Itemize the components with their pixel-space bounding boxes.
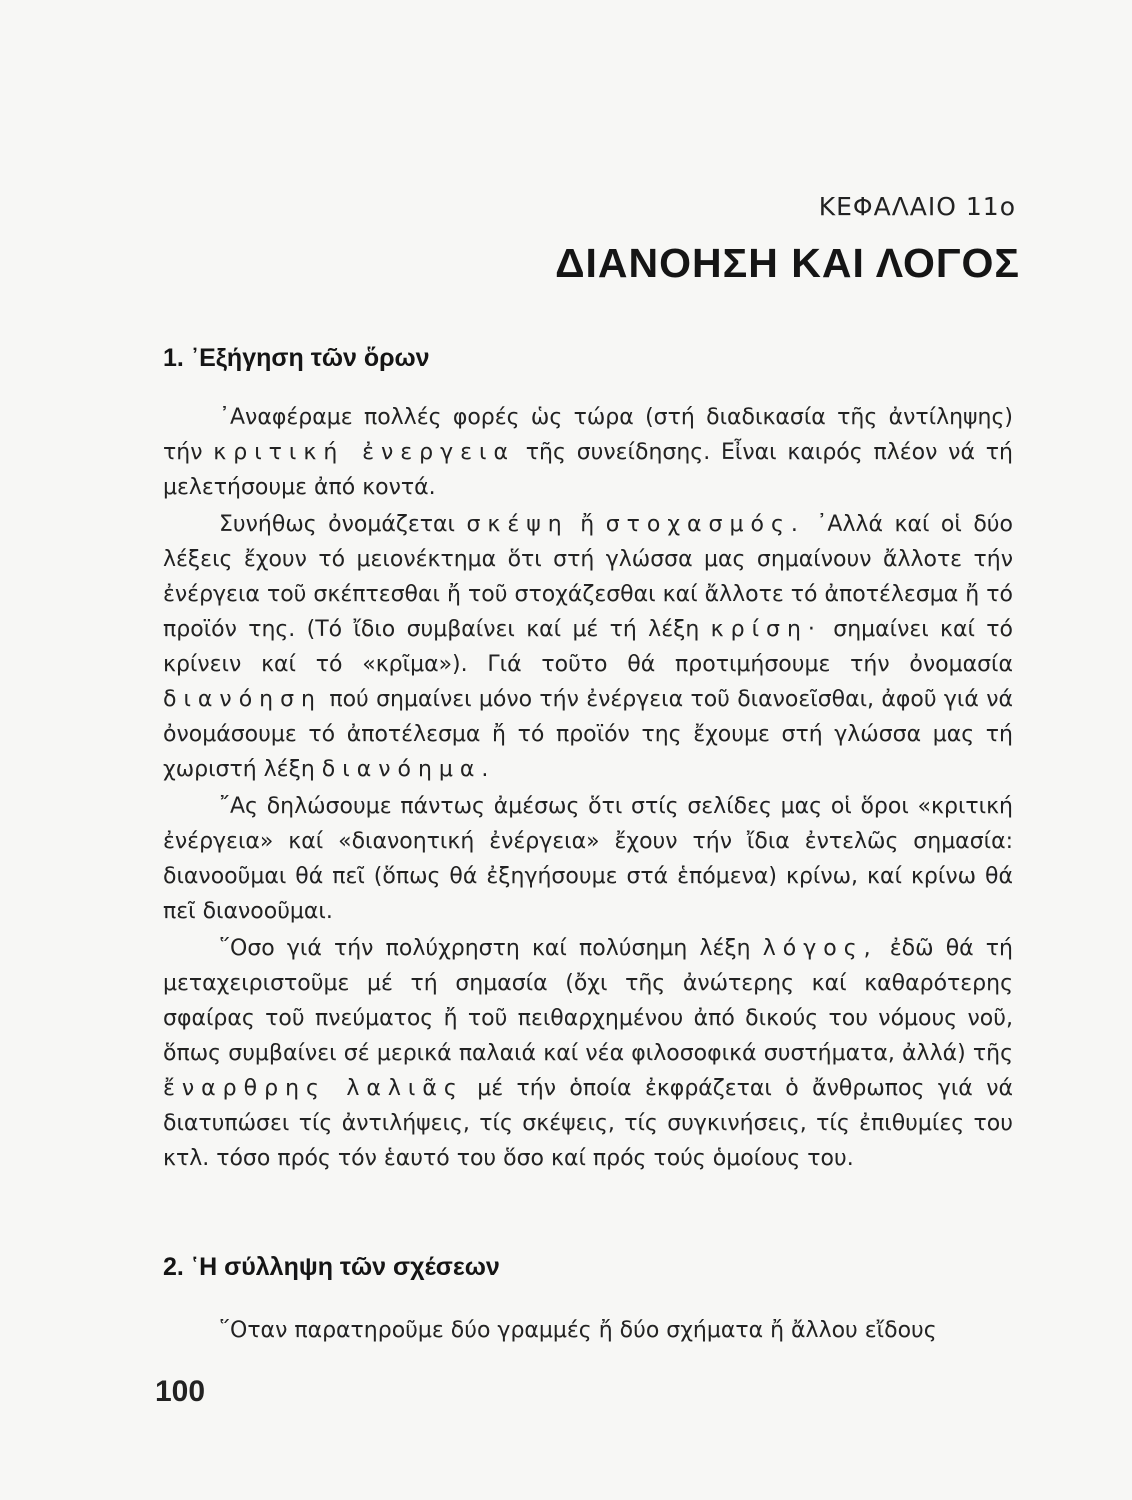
text: ἐδῶ θά τή μεταχειριστοῦμε μέ τή σημασία (ὄχι τῆς ἀνώτερης καί καθαρότερης σφαίρας τοῦ πνεύματος ἤ τοῦ πειθαρχημένου ἀπό δικούς του νόμους νοῦ, ὅπως συμβαίνει σέ μερικά παλαιά καί νέα φιλοσοφικά συστήματα, ἀλλά) τῆς: [163, 936, 1013, 1066]
page-number: 100: [155, 1375, 206, 1408]
chapter-label: ΚΕΦΑΛΑΙΟ 11ο: [818, 192, 1016, 221]
text: τῆς συνείδησης. Εἶναι καιρός πλέον νά τή μελετήσουμε ἀπό κοντά.: [163, 440, 1013, 500]
section-1-body: [163, 400, 1013, 1176]
section-2-heading: 2. ῾Η σύλληψη τῶν σχέσεων: [163, 1253, 500, 1281]
spaced-term: κριτική ἐνεργεια: [213, 440, 515, 465]
chapter-title: ΔΙΑΝΟΗΣΗ ΚΑΙ ΛΟΓΟΣ: [555, 240, 1020, 286]
spaced-term: λόγος,: [762, 936, 878, 961]
text: ῞Οσο γιά τήν πολύχρηστη καί πολύσημη λέξη: [219, 936, 751, 961]
spaced-term: διανόηση: [163, 687, 322, 712]
text: Συνήθως ὀνομάζεται: [219, 512, 455, 537]
spaced-term: διανόημα.: [321, 757, 496, 782]
text: ᾿Αλλά καί οἱ δύο λέξεις ἔχουν τό μειονέκτημα ὅτι στή γλώσσα μας σημαίνουν ἄλλοτε τήν ἐνέργεια τοῦ σκέπτεσθαι ἤ τοῦ στοχάζεσθαι καί ἄλλοτε τό ἀποτέλεσμα ἤ τό προϊόν της. (Τό ἴδιο συμβαίνει καί μέ τή λέξη: [163, 512, 1013, 642]
text: πού σημαίνει μόνο τήν ἐνέργεια τοῦ διανοεῖσθαι, ἀφοῦ γιά νά ὀνομάσουμε τό ἀποτέλεσμα ἤ τό προϊόν της ἔχουμε στή γλώσσα μας τή χωριστή λέξη: [163, 687, 1014, 782]
section-2-body: [163, 1313, 1013, 1348]
text: ἤ: [580, 512, 595, 537]
text: ᾿Αναφέραμε πολλές φορές ὡς τώρα (στή διαδικασία τῆς ἀντίληψης) τήν: [163, 405, 1013, 465]
text: σημαίνει καί τό κρίνειν καί τό «κρῖμα»). Γιά τοῦτο θά προτιμήσουμε τήν ὀνομασία: [163, 617, 1014, 677]
paragraph: [163, 507, 1013, 787]
section-1-heading: 1. ᾿Εξήγηση τῶν ὅρων: [163, 344, 430, 372]
paragraph: [163, 931, 1013, 1176]
paragraph: ῞Οταν παρατηροῦμε δύο γραμμές ἤ δύο σχήματα ἤ ἄλλου εἴδους: [219, 1318, 937, 1343]
paragraph: ῎Ας δηλώσουμε πάντως ἀμέσως ὅτι στίς σελίδες μας οἱ ὅροι «κριτική ἐνέργεια» καί «διανοητική ἐνέργεια» ἔχουν τήν ἴδια ἐντελῶς σημασία: διανοοῦμαι θά πεῖ (ὅπως θά ἐξηγήσουμε στά ἑπόμενα) κρίνω, καί κρίνω θά πεῖ διανοοῦμαι.: [163, 794, 1013, 924]
spaced-term: κρίση·: [710, 617, 822, 642]
spaced-term: στοχασμός.: [605, 512, 805, 537]
spaced-term: ἔναρθρης λαλιᾶς: [163, 1076, 464, 1101]
text: μέ τήν ὁποία ἐκφράζεται ὁ ἄνθρωπος γιά νά διατυπώσει τίς ἀντιλήψεις, τίς σκέψεις, τίς συγκινήσεις, τίς ἐπιθυμίες του κτλ. τόσο πρός τόν ἑαυτό του ὅσο καί πρός τούς ὁμοίους του.: [163, 1076, 1014, 1171]
spaced-term: σκέψη: [466, 512, 569, 537]
paragraph: [163, 400, 1013, 505]
